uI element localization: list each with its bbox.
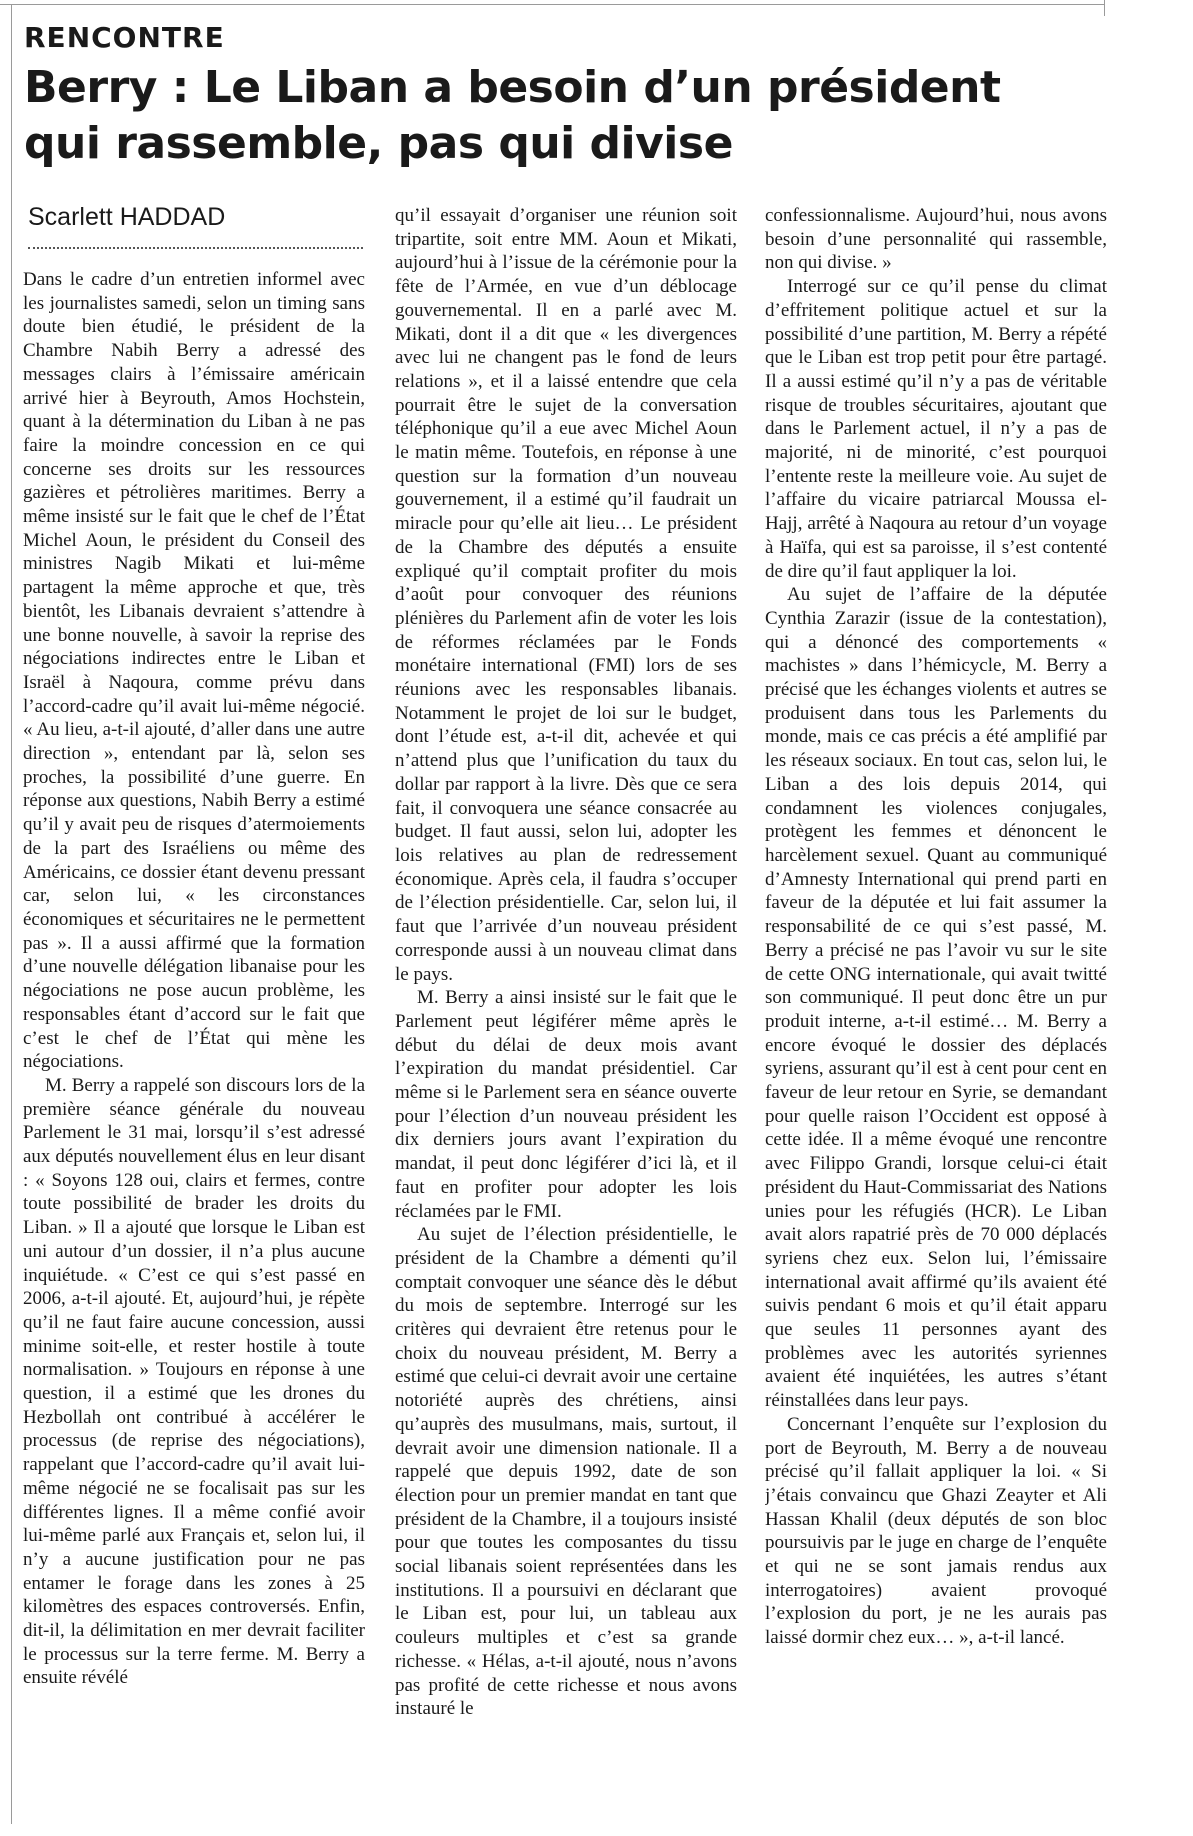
- article-headline: Berry : Le Liban a besoin d’un président qui rassemble, pas qui divise: [24, 62, 1001, 169]
- page-frame-left-rule: [11, 4, 12, 1824]
- paragraph: Au sujet de l’affaire de la députée Cynthia Zarazir (issue de la contestation), qui a dénoncé des comportements « machistes » dans l’hémicycle, M. Berry a précisé que les échanges violents et autres se produisent dans tous les Parlements du monde, mais ce cas précis a été amplifié par les réseaux sociaux. En tout cas, selon lui, le Liban a des lois depuis 2014, qui condamnent les violences conjugales, protègent les femmes et dénoncent le harcèlement sexuel. Quant au communiqué d’Amnesty International qui prend parti en faveur de la députée et lui fait assumer la responsabilité de ce qui s’est passé, M. Berry a précisé ne pas l’avoir vu sur le site de cette ONG internationale, qui avait twitté son communiqué. Il peut donc être un pur produit interne, a-t-il estimé… M. Berry a encore évoqué le dossier des déplacés syriens, assurant qu’il est à cent pour cent en faveur de leur retour en Syrie, se demandant pour quelle raison l’Occident est opposé à cette idée. Il a même évoqué une rencontre avec Filippo Grandi, lorsque celui-ci était président du Haut-Commissariat des Nations unies pour les réfugiés (HCR). Le Liban avait alors rapatrié près de 70 000 déplacés syriens chez eux. Selon lui, l’émissaire international avait affirmé qu’ils avaient été suivis pendant 6 mois et qu’il était apparu que seules 11 personnes ayant des problèmes avec les autorités syriennes avaient été inquiétées, les autres s’étant réinstallées dans leur pays.: [765, 584, 1107, 1412]
- article-column-3: [765, 204, 1107, 1752]
- page-frame-top-rule: [0, 4, 1104, 5]
- paragraph: M. Berry a ainsi insisté sur le fait que le Parlement peut légiférer même après le début du délai de deux mois avant l’expiration du mandat présidentiel. Car même si le Parlement sera en séance ouverte pour l’élection d’un nouveau président les dix derniers jours avant l’expiration du mandat, il peut donc légiférer d’ici là, et il faut en profiter pour adopter les lois réclamées par le FMI.: [395, 987, 737, 1222]
- article-byline: Scarlett HADDAD: [28, 203, 226, 231]
- section-kicker: RENCONTRE: [24, 21, 225, 54]
- paragraph: Concernant l’enquête sur l’explosion du port de Beyrouth, M. Berry a de nouveau précisé qu’il fallait appliquer la loi. « Si j’étais convaincu que Ghazi Zeayter et Ali Hassan Khalil (deux députés de son bloc poursuivis par le juge en charge de l’enquête et qui ne se sont jamais rendus aux interrogatoires) avaient provoqué l’explosion du port, je ne les aurais pas laissé dormir chez eux… », a-t-il lancé.: [765, 1413, 1107, 1649]
- paragraph: qu’il essayait d’organiser une réunion soit tripartite, soit entre MM. Aoun et Mikati, aujourd’hui à l’issue de la cérémonie pour la fête de l’Armée, en vue d’un déblocage gouvernemental. Il en a parlé avec M. Mikati, dont il a dit que « les divergences avec lui ne changent pas le fond de leurs relations », et il a laissé entendre que cela pourrait être le sujet de la conversation téléphonique qu’il a eue avec Michel Aoun le matin même. Toutefois, en réponse à une question sur la formation d’un nouveau gouvernement, il a estimé qu’il faudrait un miracle pour qu’elle ait lieu… Le président de la Chambre des députés a ensuite expliqué qu’il comptait profiter du mois d’août pour convoquer des réunions plénières du Parlement afin de voter les lois de réformes réclamées par le Fonds monétaire international (FMI) lors de ses réunions avec les responsables libanais. Notamment le projet de loi sur le budget, dont l’étude est, a-t-il dit, achevée et qui n’attend plus que l’unification du taux du dollar par rapport à la livre. Dès que ce sera fait, il convoquera une séance consacrée au budget. Il faut aussi, selon lui, adopter les lois relatives au plan de redressement économique. Après cela, il faudra s’occuper de l’élection présidentielle. Car, selon lui, il faut que l’arrivée d’un nouveau président corresponde aussi à un nouveau climat dans le pays.: [395, 205, 737, 985]
- article-column-2: [395, 204, 737, 1752]
- paragraph: Interrogé sur ce qu’il pense du climat d’effritement politique actuel et sur la possibilité d’une partition, M. Berry a répété que le Liban est trop petit pour être partagé. Il a aussi estimé qu’il n’y a pas de véritable risque de troubles sécuritaires, ajoutant que dans le Parlement actuel, il n’y a pas de majorité, ni de minorité, c’est pourquoi l’entente reste la meilleure voie. Au sujet de l’affaire du vicaire patriarcal Moussa el-Hajj, arrêté à Naqoura au retour d’un voyage à Haïfa, qui est sa paroisse, il s’est contenté de dire qu’il faut appliquer la loi.: [765, 276, 1107, 582]
- paragraph: Dans le cadre d’un entretien informel avec les journalistes samedi, selon un timing sans doute bien étudié, le président de la Chambre Nabih Berry a adressé des messages clairs à l’émissaire américain arrivé hier à Beyrouth, Amos Hochstein, quant à la détermination du Liban à ne pas faire la moindre concession en ce qui concerne ses droits sur les ressources gazières et pétrolières maritimes. Berry a même insisté sur le fait que le chef de l’État Michel Aoun, le président du Conseil des ministres Nagib Mikati et lui-même partagent la même approche et que, très bientôt, les Libanais devraient s’attendre à une bonne nouvelle, à savoir la reprise des négociations indirectes entre le Liban et Israël à Naqoura, comme prévu dans l’accord-cadre qu’il avait lui-même négocié. « Au lieu, a-t-il ajouté, d’aller dans une autre direction », entendant par là, selon ses proches, la possibilité d’une guerre. En réponse aux questions, Nabih Berry a estimé qu’il y avait peu de risques d’atermoiements de la part des Israéliens ou même des Américains, ce dossier étant devenu pressant car, selon lui, « les circonstances économiques et sécuritaires ne le permettent pas ». Il a aussi affirmé que la formation d’une nouvelle délégation libanaise pour les négociations ne pose aucun problème, les responsables étant d’accord sur le fait que c’est le chef de l’État qui mène les négociations.: [23, 269, 365, 1073]
- page-frame-corner-rule: [1104, 0, 1105, 16]
- paragraph: M. Berry a rappelé son discours lors de la première séance générale du nouveau Parlement le 31 mai, lorsqu’il s’est adressé aux députés nouvellement élus en leur disant : « Soyons 128 oui, clairs et fermes, contre toute possibilité de brader les droits du Liban. » Il a ajouté que lorsque le Liban est uni autour d’un dossier, il n’a plus aucune inquiétude. « C’est ce qui s’est passé en 2006, a-t-il ajouté. Et, aujourd’hui, je répète qu’il ne faut faire aucune concession, aussi minime soit-elle, et rester hostile à toute normalisation. » Toujours en réponse à une question, il a estimé que les drones du Hezbollah ont contribué à accélérer le processus (de reprise des négociations), rappelant que l’accord-cadre qu’il avait lui-même négocié ne se focalisait pas sur les différentes lignes. Il a même confié avoir lui-même parlé aux Français et, selon lui, il n’y a aucune justification pour ne pas entamer le forage dans les zones à 25 kilomètres des espaces controversés. Enfin, dit-il, la délimitation en mer devrait faciliter le processus sur la terre ferme. M. Berry a ensuite révélé: [23, 1074, 365, 1689]
- paragraph: Au sujet de l’élection présidentielle, le président de la Chambre a démenti qu’il comptait convoquer une séance dès le début du mois de septembre. Interrogé sur les critères qui devraient être retenus pour le choix du nouveau président, M. Berry a estimé que celui-ci devrait avoir une certaine notoriété auprès des chrétiens, ainsi qu’auprès des musulmans, mais, surtout, il devrait avoir une dimension nationale. Il a rappelé que depuis 1992, date de son élection pour un premier mandat en tant que président de la Chambre, il a toujours insisté pour que toutes les composantes du tissu social libanais soient représentées dans les institutions. Il a poursuivi en déclarant que le Liban est, pour lui, un tableau aux couleurs multiples et c’est sa grande richesse. « Hélas, a-t-il ajouté, nous n’avons pas profité de cette richesse et nous avons instauré le: [395, 1224, 737, 1720]
- paragraph: confessionnalisme. Aujourd’hui, nous avons besoin d’une personnalité qui rassemble, non qui divise. »: [765, 205, 1107, 274]
- article-column-1: [23, 268, 365, 1816]
- byline-dotted-rule: [28, 247, 363, 249]
